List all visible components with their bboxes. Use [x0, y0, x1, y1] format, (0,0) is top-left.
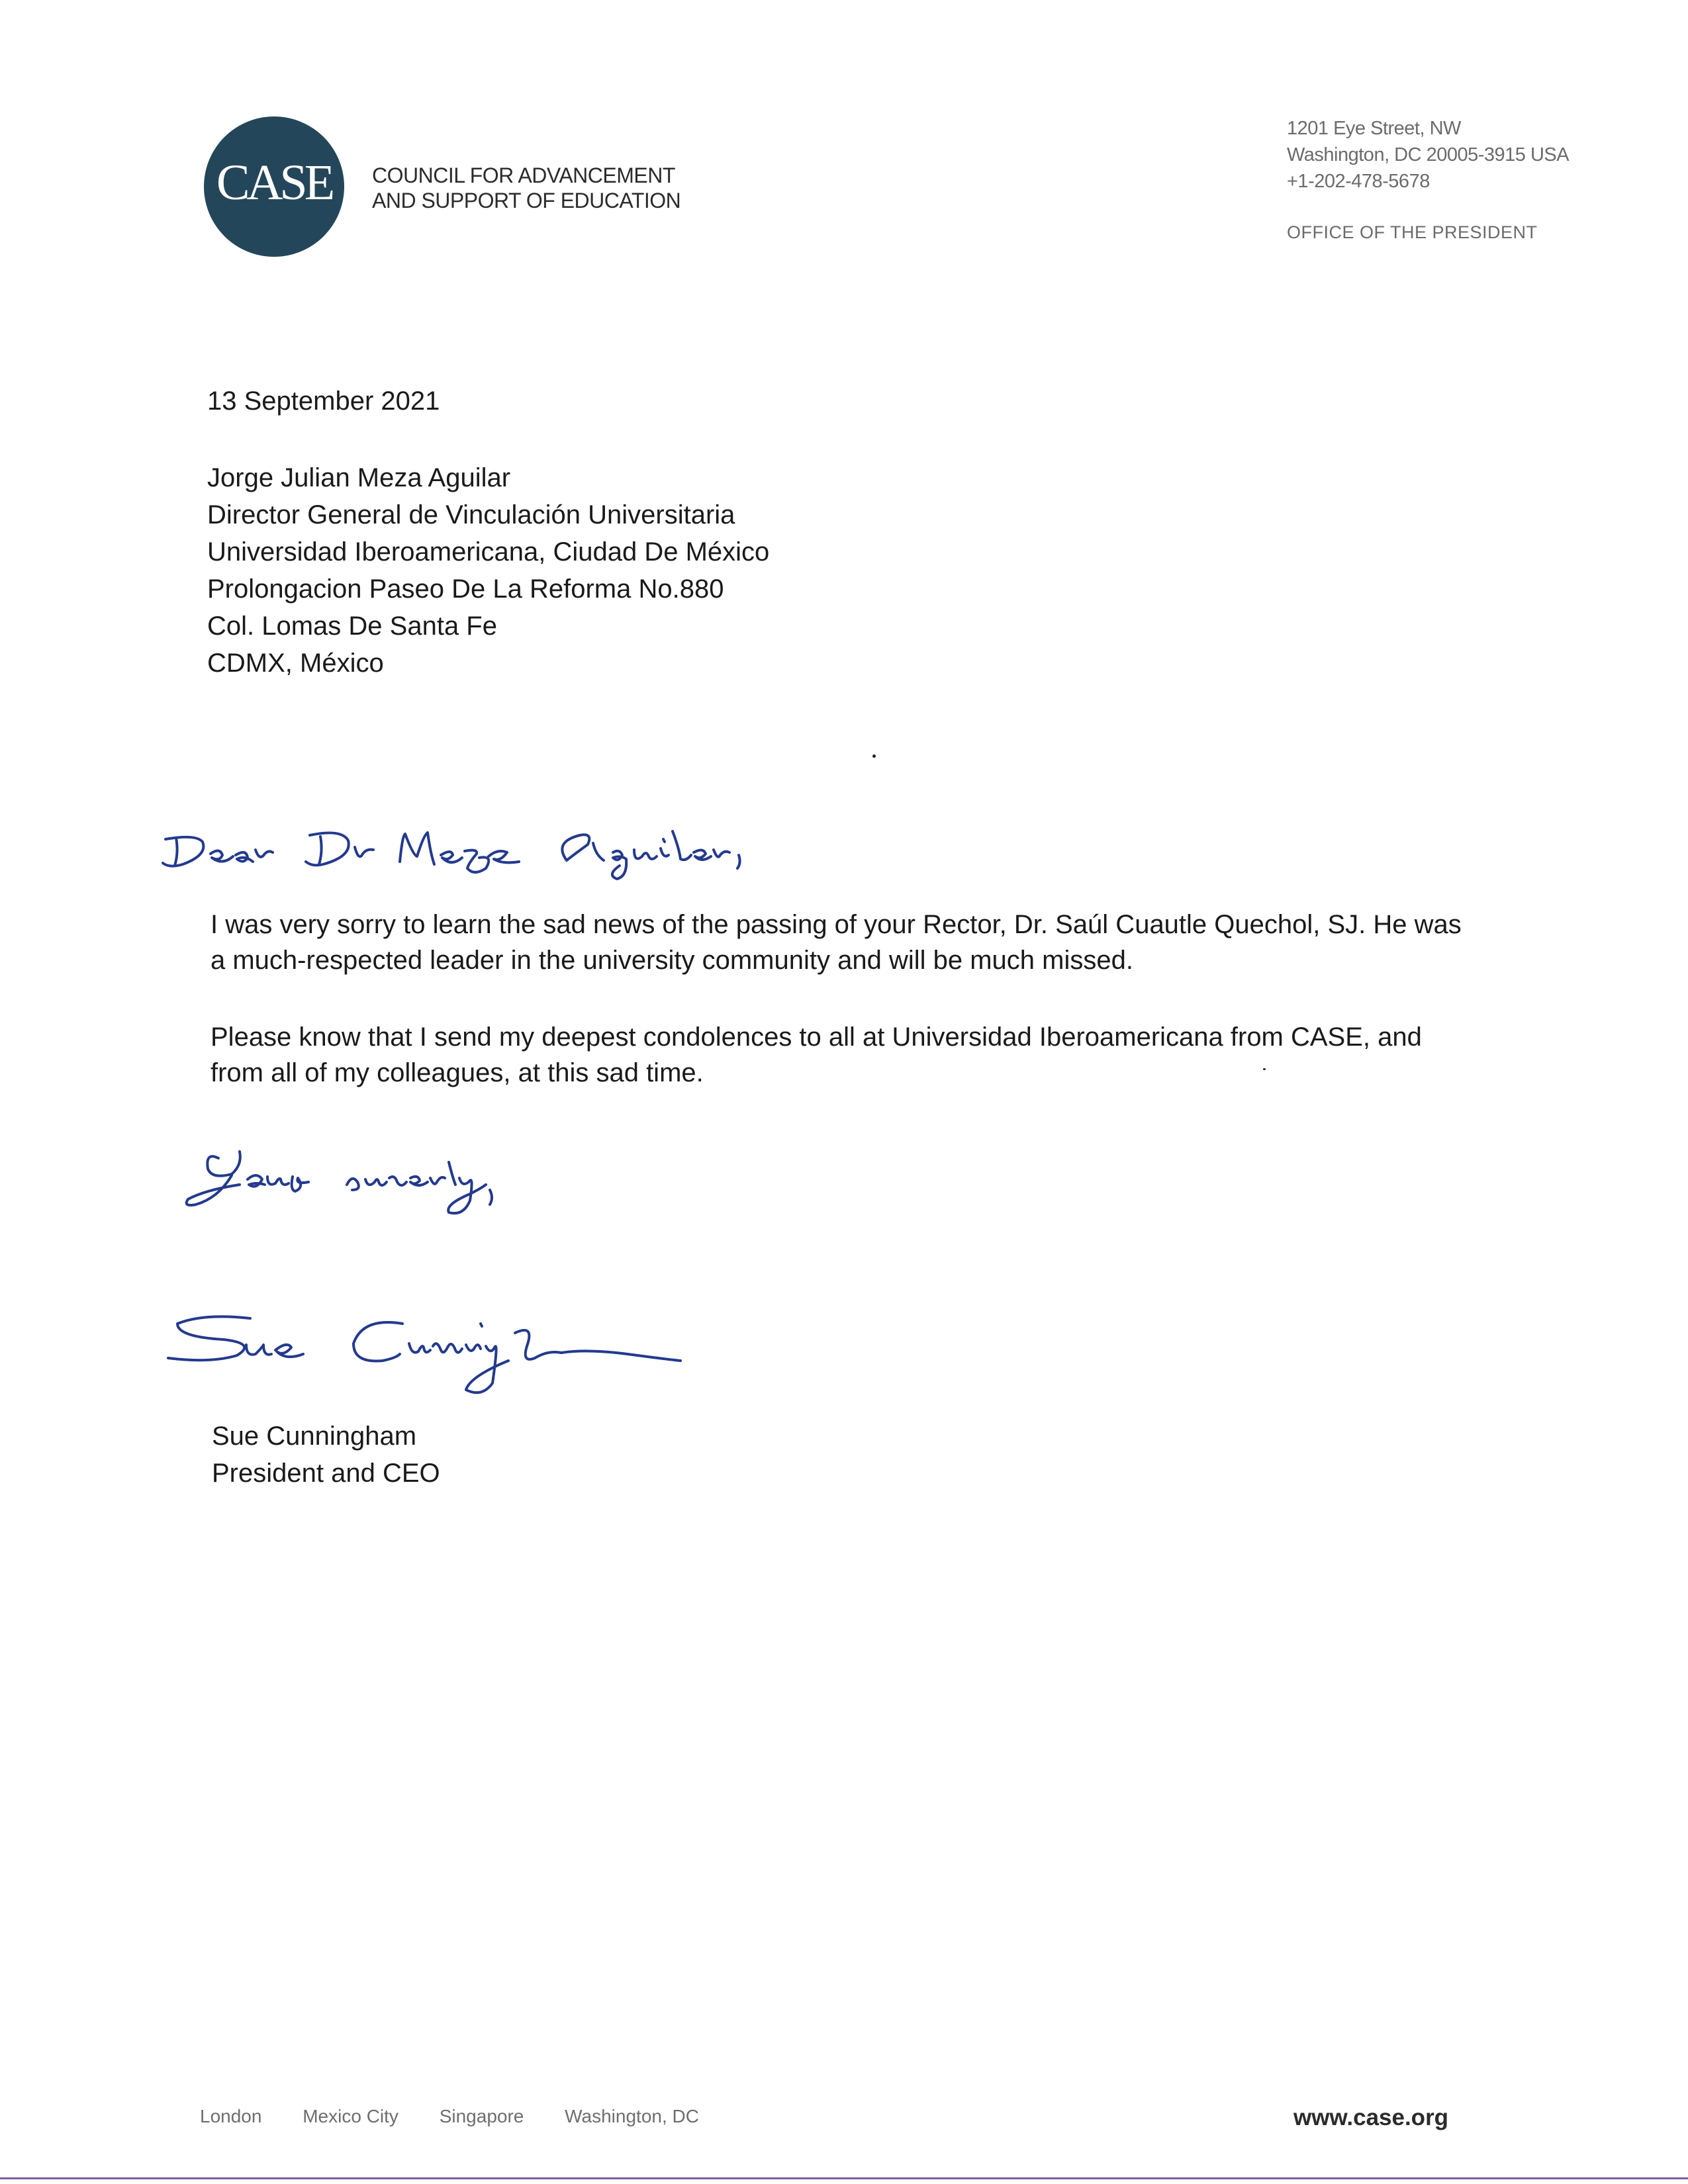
footer-city: Washington, DC — [565, 2106, 699, 2126]
address-city: Washington, DC 20005-3915 USA — [1287, 144, 1570, 165]
signer-title: President and CEO — [212, 1459, 440, 1488]
body-paragraph-1 — [211, 907, 1534, 978]
footer-office-locations — [200, 2106, 735, 2127]
body-paragraph-2 — [211, 1019, 1534, 1091]
paragraph-line: Please know that I send my deepest condolences to all at Universidad Iberoamericana from CASE, and — [211, 1023, 1422, 1052]
recipient-line: Col. Lomas De Santa Fe — [207, 612, 497, 641]
letter-date: 13 September 2021 — [207, 387, 440, 416]
footer-city: Mexico City — [303, 2106, 399, 2126]
signer-block — [212, 1418, 440, 1492]
org-name-line2: AND SUPPORT OF EDUCATION — [372, 189, 681, 212]
footer-city: Singapore — [439, 2106, 524, 2126]
org-name-line1: COUNCIL FOR ADVANCEMENT — [372, 163, 675, 187]
footer-city: London — [200, 2106, 262, 2126]
scan-speck — [872, 754, 876, 758]
address-phone: +1-202-478-5678 — [1287, 171, 1430, 192]
recipient-line: Jorge Julian Meza Aguilar — [207, 463, 511, 492]
recipient-line: Prolongacion Paseo De La Reforma No.880 — [207, 574, 724, 604]
footer-rule — [0, 2177, 1688, 2179]
paragraph-line: a much-respected leader in the university community and will be much missed. — [211, 946, 1133, 975]
recipient-block — [207, 459, 769, 682]
office-label: OFFICE OF THE PRESIDENT — [1287, 222, 1538, 242]
handwritten-salutation — [156, 815, 805, 888]
handwritten-signature — [164, 1297, 747, 1416]
case-logo-text: CASE — [216, 155, 332, 210]
organization-name — [372, 163, 680, 213]
paragraph-line: I was very sorry to learn the sad news of the passing of your Rector, Dr. Saúl Cuautle Quechol, SJ. He was — [211, 910, 1462, 939]
recipient-line: CDMX, México — [207, 649, 384, 678]
paragraph-line: from all of my colleagues, at this sad time. — [211, 1058, 704, 1087]
sender-address — [1287, 115, 1569, 195]
handwritten-closing — [179, 1138, 576, 1238]
recipient-line: Universidad Iberoamericana, Ciudad De México — [207, 537, 770, 567]
signer-name: Sue Cunningham — [212, 1422, 417, 1451]
recipient-line: Director General de Vinculación Universitaria — [207, 500, 735, 529]
address-street: 1201 Eye Street, NW — [1287, 118, 1461, 139]
footer-website: www.case.org — [1293, 2105, 1449, 2130]
scan-speck — [1263, 1068, 1266, 1070]
